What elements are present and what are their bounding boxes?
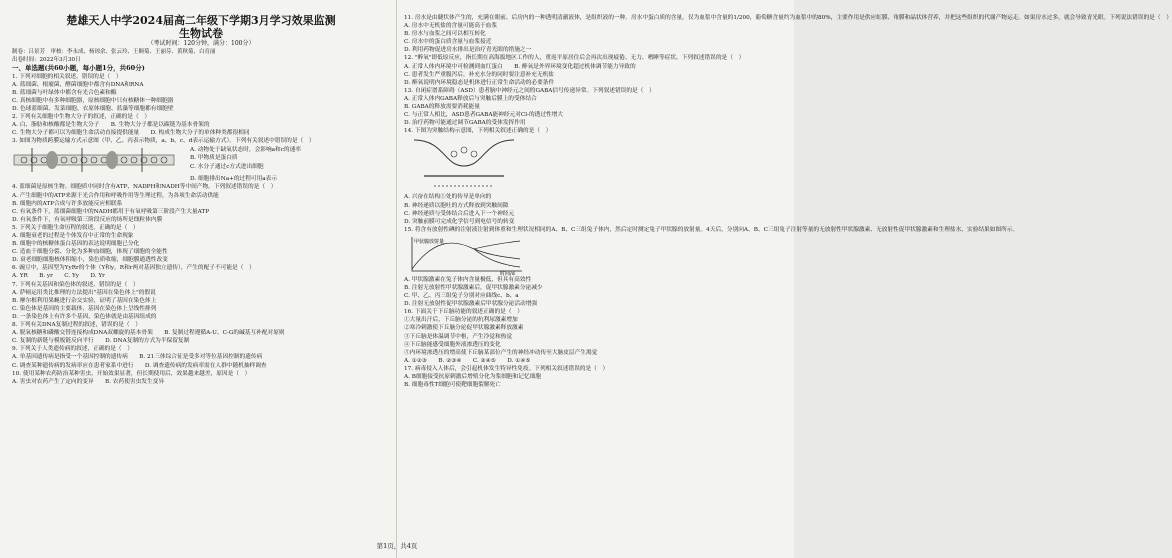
left-column	[12, 14, 390, 386]
question-line: 9. 下列关于人类遗传病的叙述，正确的是（ ）	[12, 346, 133, 353]
question-line: A. 害虫对农药产生了定向的变异 B. 农药使害虫发生变异	[12, 378, 165, 385]
question-line: B. 房水与血浆之间可以相互转化	[404, 31, 486, 38]
question-line: C. 与正常人相比，ASD患者GABA能神经元对Cl-的透过性增大	[404, 112, 564, 119]
question-line: D. 突触前膜可完成化学信号到电信号的转变	[404, 218, 515, 225]
question-line: 2. 下列有关细胞中生物大分子的叙述，正确的是（ ）	[12, 113, 151, 120]
question-line: B. 细胞毒性T细胞可使靶细胞裂解死亡	[404, 382, 501, 389]
question-line: C. 患者发生严重腹泻后，补充水分的同时要注意补充无机盐	[404, 71, 554, 78]
question-line: 8. 下列有关DNA复制过程的叙述，错误的是（ ）	[12, 322, 141, 329]
question-line: A. 细胞衰老的过程是个体发育中正常的生命现象	[12, 233, 134, 239]
section-heading: 一、单选题(共60小题，每小题1分，共60分)	[12, 64, 145, 72]
question-line: ⑤内环境渗透压的增高使下丘脑某部位产生的神经冲动传至大脑皮层产生渴觉	[404, 349, 598, 356]
question-line: B. GABA的释放需要消耗能量	[404, 104, 480, 111]
membrane-diagram	[12, 146, 182, 174]
authors-line: 制卷：吕景芳 审核：李永成、杨琼余、张云玲、王顺菊、王丽芬、黄秋菊、白育丽	[12, 49, 216, 55]
question-line: C. 调查某种遗传病的发病率应在患者家系中进行 D. 调查遗传病的发病率需在人群中随机抽样调查	[12, 362, 267, 369]
question-line: B. 摩尔根利用果蝇进行杂交实验，证明了基因在染色体上	[12, 297, 157, 304]
question-line: D. 衰老细胞细胞核体积缩小，染色质收缩，细胞膜通透性改变	[12, 257, 168, 264]
question-line: A. 单基因遗传病是指受一个基因控制的遗传病 B. 21三体综合征是受多对等位基因控制的遗传病	[12, 354, 263, 361]
question-line: D. 一条染色体上有许多个基因，染色体就是由基因组成的	[12, 313, 157, 320]
question-line: D. 有氧条件下，有氧呼吸第三阶段反应的场所是线粒体内膜	[12, 216, 163, 223]
question-line: C. 甲、乙、丙三组兔子分别对应曲线c、b、a	[404, 293, 519, 300]
question-line: 5. 下列关于细胞生命历程的叙述，正确的是（ ）	[12, 224, 139, 231]
question-line: 7. 下列有关基因和染色体的叙述，错误的是（ ）	[12, 281, 139, 288]
question-line: ①大量出汗后，下丘脑分泌的抗利尿激素增加	[404, 317, 518, 324]
question-line: A. 产生细胞中的ATP来源于光合作用和呼吸作用等生理过程，为各项生命活动供能	[12, 192, 219, 199]
question-line: C. 真核细胞中有多种细胞器，原核细胞中只有核糖体一种细胞器	[12, 97, 174, 104]
question-line: A. B细胞接受抗原刺激后增殖分化为浆细胞和记忆细胞	[404, 374, 542, 380]
question-line: 12. "醉氧"即低原反应，指长期在高海拔地区工作的人，重返平原居住后会再次出现疲倦、无力、嗜睡等症状。下列叙述错误的是（ ）	[404, 55, 745, 62]
question-line: A. 兴奋在结构①处的传导是单向的	[404, 194, 492, 201]
question-line: A. 脱氧核糖和磷酸交替连接构成DNA双螺旋的基本骨架 B. 复制过程遵循A-U、C-G的碱基互补配对原则	[12, 330, 285, 337]
question-line: B. 注射无放射性甲状腺激素后，促甲状腺激素分泌减少	[404, 284, 543, 291]
question-line: A. YR B. yr C. Yy D. Yr	[12, 273, 105, 280]
question-line: D. 注射无放射性促甲状腺激素后甲状腺分泌活动增强	[404, 301, 538, 308]
question-line: 3. 如图为物质跨膜运输方式示意图（甲、乙、丙表示物质，a、b、c、d表示运输方式）。下列有关叙述中错误的是（ ）	[12, 138, 315, 145]
y-axis-label: 甲状腺放射量	[414, 238, 445, 245]
question-line: C. 神经递质与受体结合后进入下一个神经元	[404, 210, 515, 217]
question-line: C. 生物大分子都可以为细胞生命活动直接提供能量 D. 构成生物大分子的单体种类都很相同	[12, 130, 250, 137]
fig-option: B. 甲物质是蛋白质	[190, 155, 238, 162]
exam-title: 楚雄天人中学2024届高二年级下学期3月学习效果监测	[66, 14, 336, 27]
x-axis-label: 时间/d	[500, 270, 515, 277]
question-line: C. 造血干细胞分裂、分化为多种血细胞，体现了细胞的全能性	[12, 249, 168, 256]
question-line: C. 复制的新链与模板链反向平行 D. DNA复制的方式为半保留复制	[12, 338, 190, 345]
question-line: B. 细胞中的核糖体蛋白基因的表达说明细胞已分化	[12, 241, 140, 248]
question-line: D. 醉氧说明内环境稳态是机体进行正常生命活动的必要条件	[404, 79, 555, 86]
question-line: ②寒冷刺激使下丘脑分泌促甲状腺激素释放激素	[404, 325, 524, 332]
fig-option: C. 水分子通过c方式进出细胞	[190, 163, 264, 170]
question-line: 6. 豌豆中，基因型为YyRr的个体（Y和y，R和r两对基因独立遗传），产生的配子不可能是（ ）	[12, 265, 255, 272]
thyroid-graph	[404, 235, 782, 275]
question-line: C. 染色体是基因的主要载体，基因在染色体上呈线性排列	[12, 305, 157, 312]
question-line: 15. 将含有放射性碘的注射液注射到体重和生理状况相同的A、B、C三组兔子体内，然后定时测定兔子甲状腺的放射量。4天后，分别向A、B、C三组兔子注射等量的无放射性甲状腺激素、无放射性促甲状腺激素和生理盐水，实验结果如图所示。	[404, 226, 1019, 233]
question-line: B. 神经递质以胞吐的方式释放到突触间隙	[404, 202, 509, 209]
question-line: A. ①②③ B. ②③④ C. ②④⑤ D. ①④⑤	[404, 357, 531, 364]
question-line: ④下丘脑能感受细胞外液渗透压的变化	[404, 341, 501, 348]
question-line: 10. 使用某种农药防治某种害虫，开始效果显著，但长期使用后，效果越来越差，原因是（ ）	[12, 370, 251, 377]
question-line: 16. 下面关于下丘脑功能的叙述正确的是（ ）	[404, 309, 523, 316]
question-line: C. 有氧条件下，蓝细菌细胞中的NADH都用于有氧呼吸第三阶段产生大量ATP	[12, 208, 210, 215]
question-line: 13. 自闭症谱系障碍（ASD）患者脑中神经元之间的GABA信号传递异常。下列叙述错误的是（ ）	[404, 87, 655, 94]
question-line: 14. 下图为突触结构示意图，下列相关叙述正确的是（ ）	[404, 128, 552, 135]
question-line: A. 白、脂肪和核酸都是生物大分子 B. 生物大分子都是以碳链为基本骨架的	[12, 122, 210, 129]
question-line: A. 房水中无机盐的含量可能高于血浆	[404, 23, 498, 30]
question-line: ③下丘脑是体温调节中枢，产生冷觉和热觉	[404, 333, 513, 340]
question-line: D. 治疗药物可能通过调节GABA的受体发挥作用	[404, 120, 526, 127]
synapse-figure	[404, 136, 782, 192]
question-line: B. 蓝细菌与叶绿体中都含有光合色素和酶	[12, 89, 117, 96]
question-line: A. 萨顿运用类比推理的方法提出"基因在染色体上"的假说	[12, 289, 156, 296]
right-column	[404, 14, 1172, 389]
question-line: 4. 蓝细菌是原核生物。细胞质中同时含有ATP、NADPH和NADH等中间产物。下列叙述错误的是（ ）	[12, 184, 277, 191]
question-line: A. 蓝细菌、根瘤菌、酵菌细胞中都含有DNA和RNA	[12, 81, 144, 88]
question-line: 17. 病毒侵入人体后，会引起机体发生特异性免疫。下列相关叙述错误的是（ ）	[404, 365, 609, 372]
question-line: D. 色球蓝细菌、发菜细胞、衣原体细胞、蓝藻等细胞都有细胞壁	[12, 105, 174, 112]
fig-option: A. 动物处于缺氧状态时，会影响a和c的速率	[190, 147, 301, 154]
page-footer: 第1页，共4页	[376, 542, 418, 550]
exam-subtitle: 生物试卷	[179, 27, 223, 40]
date-line: 出卷时间：2022年3月30日	[12, 57, 81, 63]
radioactivity-chart	[404, 235, 524, 275]
question-line: B. 细胞内的ATP合成与许多放能反应相联系	[12, 200, 123, 207]
question-line: A. 正常人体内GABA释放后与突触后膜上的受体结合	[404, 95, 537, 102]
fig-option: D. 细胞排出Na+的过程可用a表示	[190, 176, 278, 183]
question-line: A. 正常人体内环境中可检测到血红蛋白 B. 醉氧是外界环境变化超过机体调节能力导致的	[404, 63, 636, 70]
synapse-diagram	[404, 136, 524, 192]
question-line: 1. 下列对细胞的相关叙述，错误的是（ ）	[12, 73, 122, 80]
question-line: D. 利用药物促进房水排出是治疗青光眼的措施之一	[404, 47, 532, 54]
membrane-transport-figure	[12, 146, 390, 174]
page-fold-divider	[396, 0, 397, 558]
question-line: 11. 房水是由睫状体产生的，充满在眼前、后房内的一种透明清澈液体，是组织液的一种。房水中蛋白质的含量，仅为血浆中含量的1/200，葡萄糖含量约为血浆中的80%，主要作用是供应虹膜、角膜和晶状体营养，并把这些组织的代谢产物运走。如果房水过多，就会导致青光眼。下列说法错误的是（ ）	[404, 15, 1172, 21]
question-line: C. 房水中的蛋白质含量与血浆接近	[404, 39, 492, 46]
question-line: A. 甲状腺激素在兔子体内含量极低，但具有高效性	[404, 276, 532, 283]
exam-info: （考试时间：120分钟，满分：100分）	[147, 40, 255, 47]
